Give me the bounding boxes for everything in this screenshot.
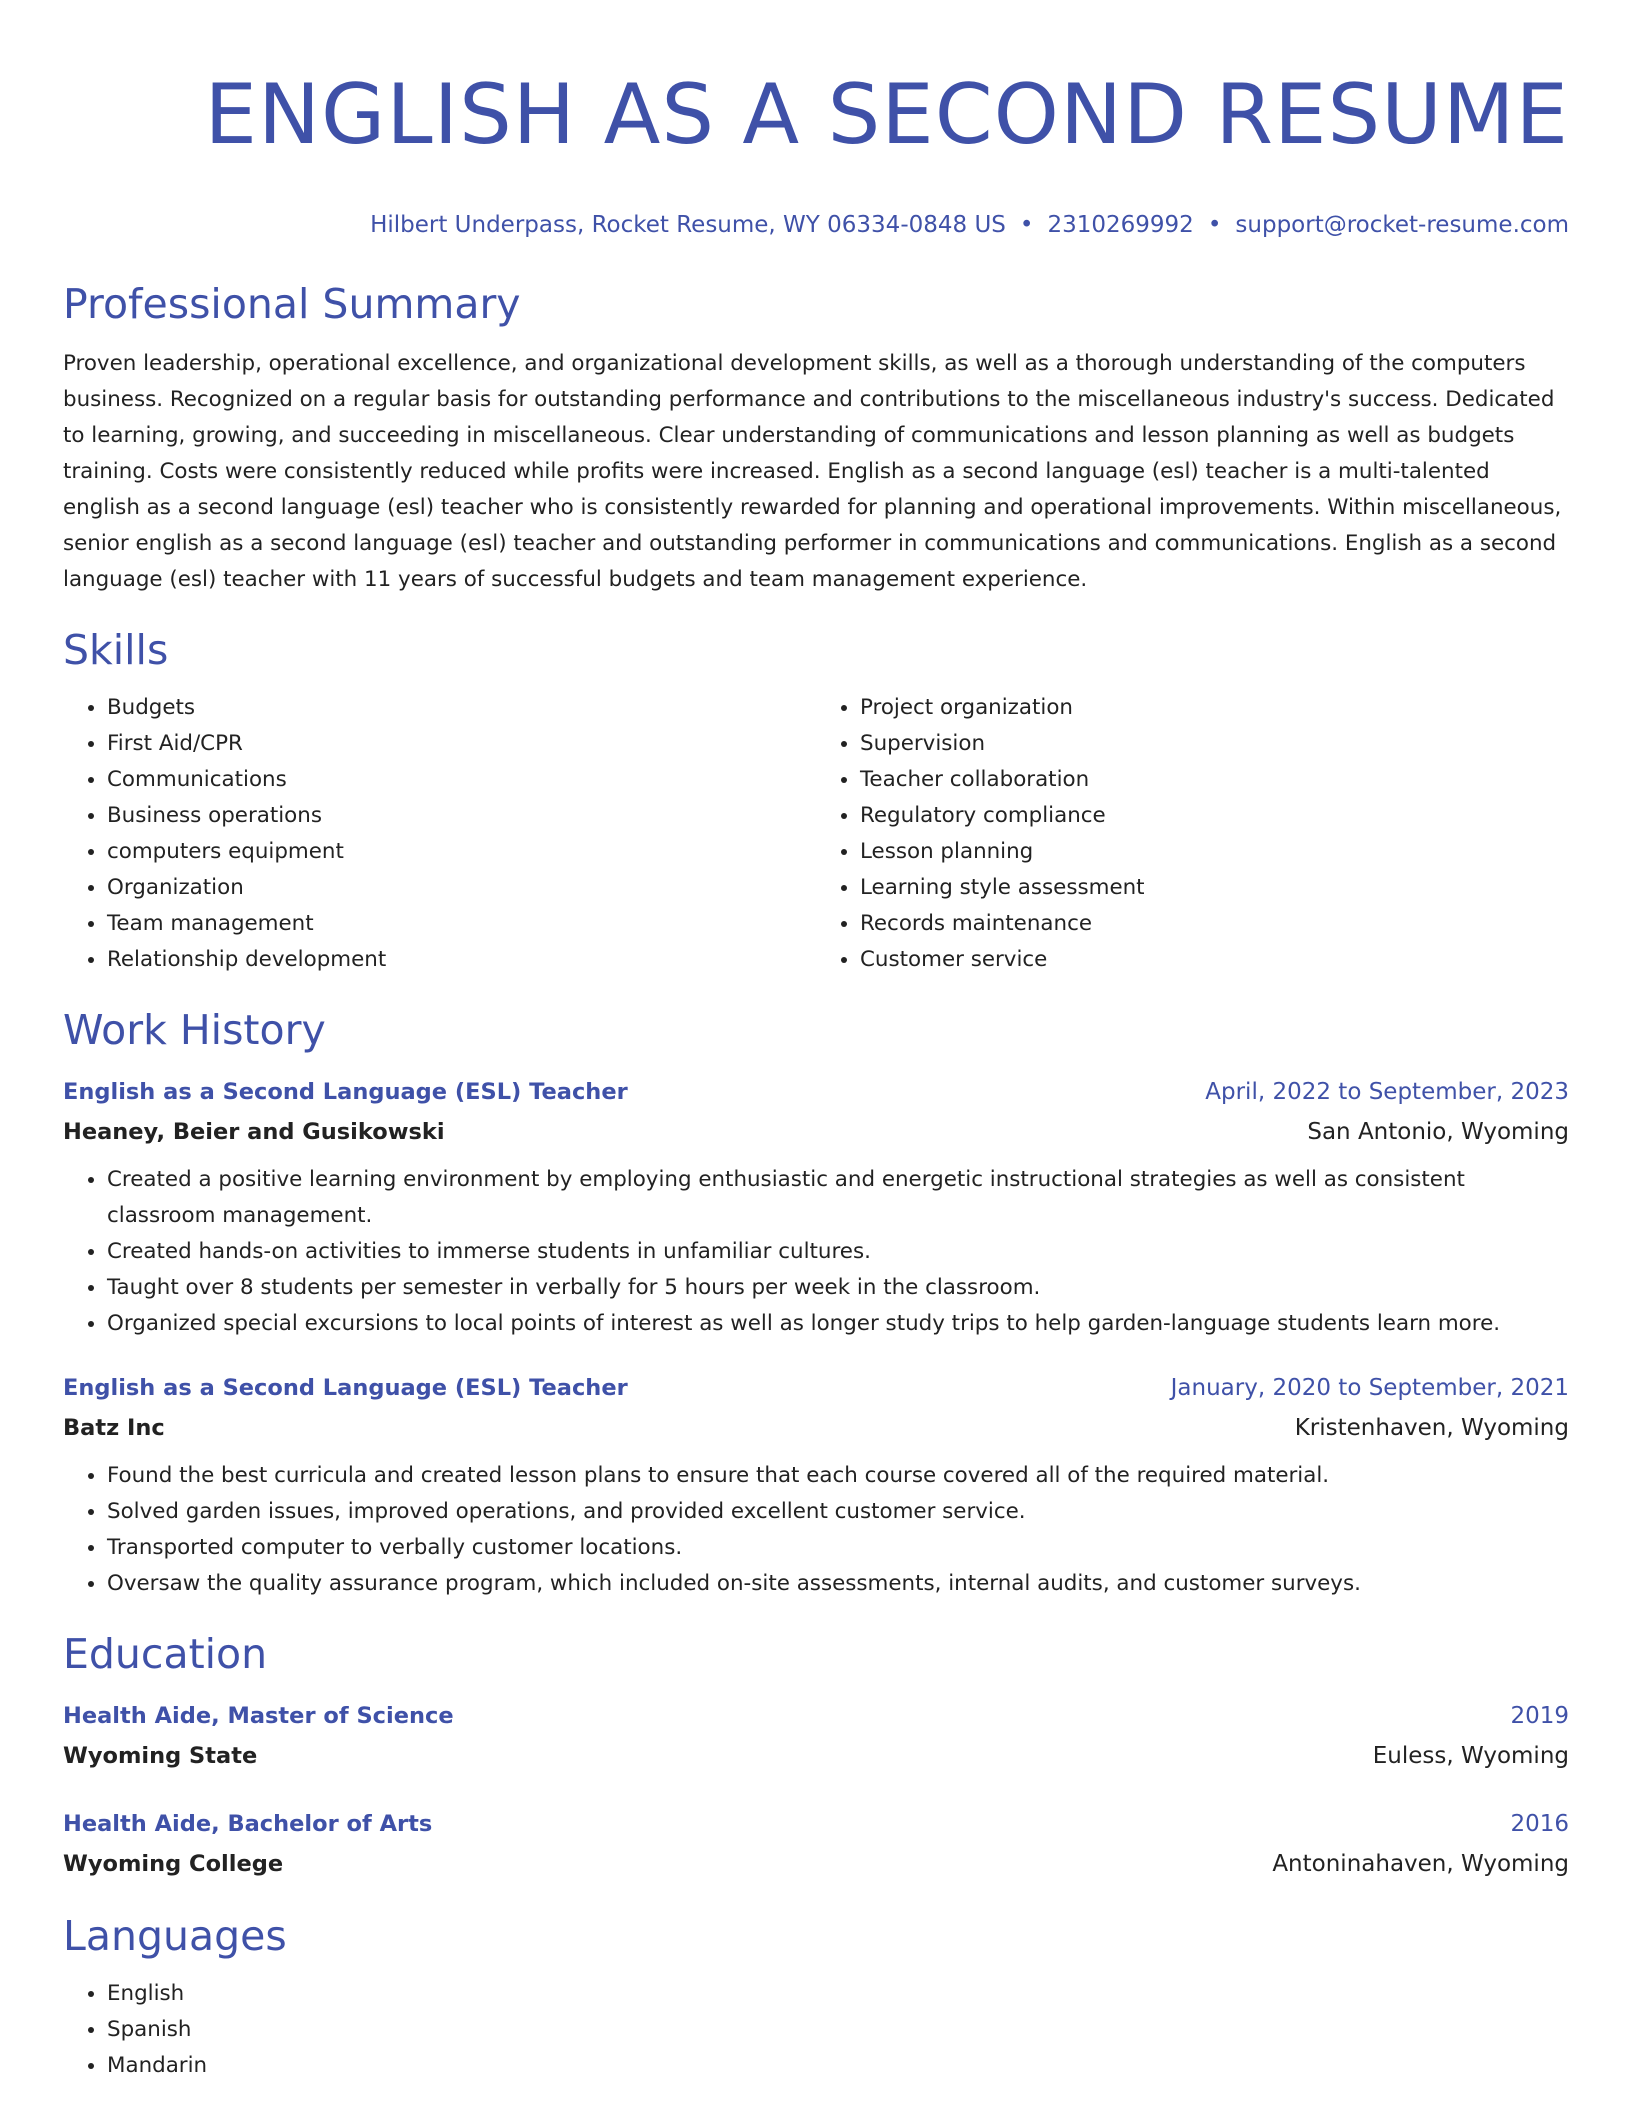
skill-item: • First Aid/CPR (107, 726, 816, 762)
skill-item: • Budgets (107, 690, 816, 726)
summary-heading: Professional Summary (63, 280, 521, 328)
skill-item: • Regulatory compliance (860, 798, 1569, 834)
education-entry (63, 1804, 1569, 1884)
job-bullet: • Organized special excursions to local points of interest as well as longer study trips to help garden-language students learn more. (107, 1306, 1569, 1342)
skill-item: • Team management (107, 906, 816, 942)
job-location: Kristenhaven, Wyoming (1294, 1415, 1569, 1441)
skills-heading: Skills (63, 626, 169, 674)
skills-columns (63, 690, 1569, 978)
job-role: English as a Second Language (ESL) Teacher (63, 1079, 628, 1105)
job-location: San Antonio, Wyoming (1307, 1119, 1569, 1145)
skill-item: • Project organization (860, 690, 1569, 726)
job-entry (63, 1368, 1569, 1602)
contact-line (63, 210, 1569, 240)
education-location: Euless, Wyoming (1372, 1743, 1569, 1769)
education-entry (63, 1696, 1569, 1776)
education-school: Wyoming State (63, 1743, 258, 1769)
job-bullets (63, 1162, 1569, 1342)
contact-separator: • (1207, 212, 1222, 238)
work-history-heading: Work History (63, 1006, 326, 1054)
job-bullet: • Oversaw the quality assurance program, which included on-site assessments, internal audits, and customer surveys. (107, 1566, 1569, 1602)
skills-list-right (816, 690, 1569, 978)
job-company: Heaney, Beier and Gusikowski (63, 1119, 445, 1145)
skill-item: • Learning style assessment (860, 870, 1569, 906)
education-degree: Health Aide, Master of Science (63, 1703, 454, 1729)
contact-email: support@rocket-resume.com (1235, 212, 1569, 238)
language-item: • English (107, 1976, 1569, 2012)
resume-name: ENGLISH AS A SECOND RESUME (204, 66, 1569, 163)
language-item: • Mandarin (107, 2048, 1569, 2084)
job-bullet: • Taught over 8 students per semester in verbally for 5 hours per week in the classroom. (107, 1270, 1569, 1306)
skill-item: • Organization (107, 870, 816, 906)
job-bullets (63, 1458, 1569, 1602)
job-bullet: • Transported computer to verbally customer locations. (107, 1530, 1569, 1566)
education-list (63, 1696, 1569, 1884)
skill-item: • Records maintenance (860, 906, 1569, 942)
skill-item: • Supervision (860, 726, 1569, 762)
job-bullet: • Created hands-on activities to immerse students in unfamiliar cultures. (107, 1234, 1569, 1270)
job-company: Batz Inc (63, 1415, 165, 1441)
summary-text: Proven leadership, operational excellence, and organizational development skills, as well as a thorough understanding of the computers business. Recognized on a regular basis for outstanding performance and contributions to the miscellaneous industry's success. Dedicated to learning, growing, and succeeding in miscellaneous. Clear understanding of communications and lesson planning as well as budgets training. Costs were consistently reduced while profits were increased. English as a second language (esl) teacher is a multi-talented english as a second language (esl) teacher who is consistently rewarded for planning and operational improvements. Within miscellaneous, senior english as a second language (esl) teacher and outstanding performer in communications and communications. English as a second language (esl) teacher with 11 years of successful budgets and team management experience. (63, 351, 1562, 592)
skill-item: • computers equipment (107, 834, 816, 870)
education-heading: Education (63, 1630, 268, 1678)
languages-list (63, 1976, 1569, 2084)
skills-list-left (63, 690, 816, 978)
skill-item: • Business operations (107, 798, 816, 834)
education-year: 2016 (1510, 1811, 1569, 1837)
contact-phone: 2310269992 (1047, 212, 1194, 238)
languages-heading: Languages (63, 1912, 287, 1960)
skill-item: • Customer service (860, 942, 1569, 978)
job-entry (63, 1072, 1569, 1342)
job-dates: April, 2022 to September, 2023 (1205, 1079, 1569, 1105)
skill-item: • Lesson planning (860, 834, 1569, 870)
contact-separator: • (1019, 212, 1034, 238)
education-school: Wyoming College (63, 1851, 284, 1877)
job-role: English as a Second Language (ESL) Teacher (63, 1375, 628, 1401)
skill-item: • Teacher collaboration (860, 762, 1569, 798)
education-degree: Health Aide, Bachelor of Arts (63, 1811, 433, 1837)
language-item: • Spanish (107, 2012, 1569, 2048)
job-bullet: • Created a positive learning environment by employing enthusiastic and energetic instructional strategies as well as consistent classroom management. (107, 1162, 1569, 1234)
contact-address: Hilbert Underpass, Rocket Resume, WY 06334-0848 US (370, 212, 1006, 238)
education-year: 2019 (1510, 1703, 1569, 1729)
education-location: Antoninahaven, Wyoming (1272, 1851, 1569, 1877)
job-bullet: • Found the best curricula and created lesson plans to ensure that each course covered all of the required material. (107, 1458, 1569, 1494)
job-dates: January, 2020 to September, 2021 (1170, 1375, 1569, 1401)
skill-item: • Relationship development (107, 942, 816, 978)
job-bullet: • Solved garden issues, improved operations, and provided excellent customer service. (107, 1494, 1569, 1530)
skill-item: • Communications (107, 762, 816, 798)
